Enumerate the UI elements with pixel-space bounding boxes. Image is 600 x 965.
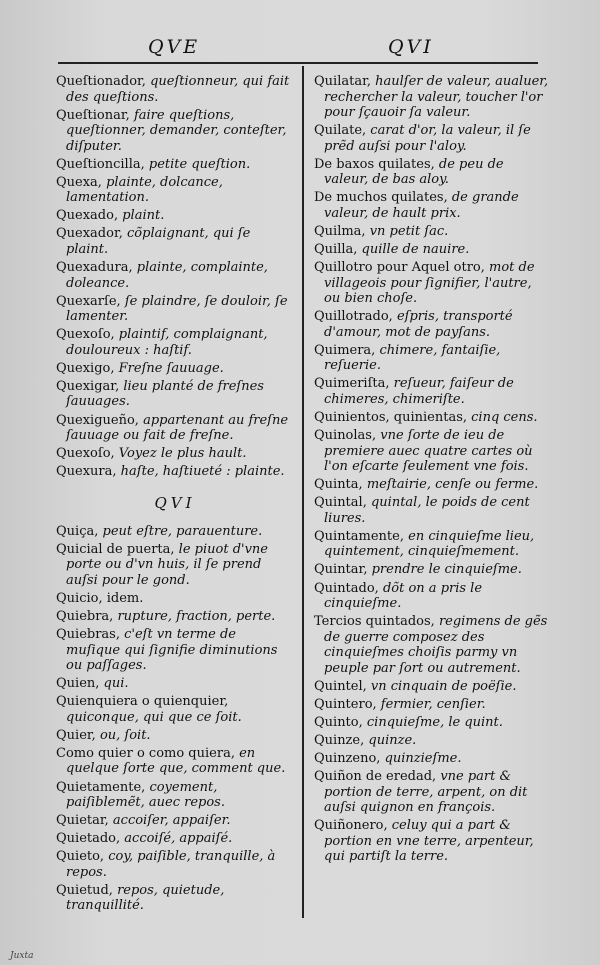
left-column [56, 74, 294, 917]
entry-headword: Quinta, [314, 477, 363, 493]
entry-definition: vn petit ſac. [369, 223, 449, 239]
entry-headword: Quietud, [56, 882, 113, 898]
entry-definition: faire queſtions, queſtionner, demander, conteſter, diſputer. [66, 107, 287, 154]
dictionary-entry [56, 746, 294, 777]
entry-headword: Quimera, [314, 342, 376, 358]
dictionary-entry [314, 428, 550, 475]
entry-definition: plainte, complainte, doleance. [66, 260, 268, 291]
dictionary-entry [314, 74, 550, 121]
entry-headword: Quintar, [314, 562, 368, 578]
running-header [58, 30, 538, 68]
dictionary-entry [56, 74, 294, 105]
dictionary-entry [56, 780, 294, 811]
entry-headword: Quinto, [314, 714, 363, 730]
dictionary-entry [314, 477, 550, 493]
entry-definition: haulſer de valeur, aualuer, rechercher la valeur, toucher l'or pour ſçauoir ſa valeur. [324, 74, 549, 120]
entry-definition: petite queſtion. [148, 156, 251, 172]
dictionary-entry [56, 157, 294, 173]
entry-definition: coyement, paiſiblemẽt, auec repos. [66, 779, 225, 811]
entry-definition: Freſne ſauuage. [118, 360, 224, 376]
column-rule [302, 66, 304, 918]
entry-headword: Quier, [56, 727, 96, 743]
entry-headword: Quexoſo, [56, 327, 115, 343]
dictionary-entry [314, 614, 550, 676]
entry-definition: appartenant au freſne ſauuage ou fait de freſne. [66, 412, 289, 444]
entry-headword: Quilma, [314, 223, 366, 239]
dictionary-entry [56, 260, 294, 291]
entry-headword: Como quier o como quiera, [56, 745, 235, 761]
entry-definition: quinzieſme. [384, 751, 462, 767]
entry-headword: Quexarſe, [56, 293, 121, 309]
header-left: QVE [148, 36, 201, 58]
dictionary-entry [56, 627, 294, 674]
dictionary-entry [56, 728, 294, 744]
entry-definition: quille de nauire. [361, 241, 470, 257]
entry-headword: Quexigueño, [56, 412, 139, 428]
entry-definition: cõplaignant, qui ſe plaint. [66, 226, 251, 257]
dictionary-entry [56, 542, 294, 589]
entry-definition: vne part & portion de terre, arpent, on dit auſsi quignon en françois. [324, 769, 528, 816]
dictionary-entry [314, 529, 550, 560]
entry-headword: Quicio, idem. [56, 590, 144, 606]
dictionary-entry [56, 609, 294, 625]
dictionary-entry [314, 733, 550, 749]
entry-definition: le piuot d'vne porte ou d'vn huis, il ſe prend auſsi pour le gond. [66, 541, 268, 588]
entry-headword: Quienquiera o quienquier, [56, 694, 229, 710]
entry-headword: Quinientos, quinientas, [314, 409, 467, 425]
entry-definition: en quelque ſorte que, comment que. [66, 745, 286, 777]
entry-definition: peut eſtre, parauenture. [102, 523, 263, 539]
dictionary-entry [56, 694, 294, 725]
entry-headword: Quexoſo, [56, 446, 115, 462]
entry-headword: Quietar, [56, 813, 109, 829]
dictionary-entry [314, 157, 550, 188]
entry-definition: de grande valeur, de hault prix. [324, 190, 519, 221]
dictionary-entry [56, 831, 294, 847]
entry-headword: Quinze, [314, 732, 365, 748]
entry-headword: Queſtionador, [56, 74, 146, 89]
dictionary-entry [56, 676, 294, 692]
right-column [314, 74, 550, 867]
entry-definition: vne ſorte de ieu de premiere auec quatre cartes où l'on eſcarte ſeulement vne fois. [324, 428, 533, 475]
dictionary-entry [314, 123, 550, 154]
section-heading: QVI [154, 493, 196, 512]
entry-definition: regimens de gẽs de guerre composez des cinquieſmes choiſis parmy vn peuple par ſort ou autrement. [324, 614, 548, 676]
entry-definition: vn cinquain de poëſie. [370, 678, 517, 694]
dictionary-entry [314, 410, 550, 426]
entry-headword: Quilatar, [314, 74, 371, 89]
entry-headword: Quilate, [314, 123, 367, 139]
entry-headword: Quintal, [314, 495, 367, 511]
entry-definition: haſte, haſtiueté : plainte. [120, 464, 285, 480]
header-rule [58, 62, 538, 64]
entry-definition: qui. [103, 676, 129, 692]
entry-definition: carat d'or, la valeur, il ſe prẽd auſsi pour l'aloy. [324, 123, 531, 154]
dictionary-entry [314, 562, 550, 578]
entry-definition: plaint. [122, 208, 165, 224]
entry-headword: Quintero, [314, 696, 377, 712]
entry-definition: ou, ſoit. [99, 727, 151, 743]
entry-definition: cinquieſme, le quint. [366, 714, 503, 730]
entry-definition: plaintif, complaignant, douloureux : haſtif. [66, 327, 268, 358]
entry-headword: Quinolas, [314, 428, 377, 444]
entry-headword: Quieto, [56, 849, 105, 865]
entry-definition: quiconque, qui que ce ſoit. [66, 709, 242, 725]
entry-headword: De muchos quilates, [314, 190, 448, 206]
entry-headword: Quiebra, [56, 609, 114, 624]
entry-definition: en cinquieſme lieu, quintement, cinquieſmement. [324, 528, 535, 560]
entry-definition: chimere, fantaiſie, reſuerie. [324, 342, 501, 374]
entry-definition: accoiſer, appaiſer. [112, 813, 231, 829]
entry-headword: De baxos quilates, [314, 156, 435, 172]
entry-headword: Quietado, [56, 831, 121, 847]
entry-headword: Queſtioncilla, [56, 156, 145, 172]
entry-definition: quintal, le poids de cent liures. [324, 495, 530, 526]
entry-definition: lieu planté de freſnes ſauuages. [66, 378, 264, 410]
entry-definition: cinq cens. [471, 409, 538, 425]
entry-definition: eſpris, transporté d'amour, mot de payſans. [324, 309, 513, 340]
dictionary-entry [314, 818, 550, 865]
entry-headword: Queſtionar, [56, 107, 130, 123]
dictionary-entry [56, 175, 294, 206]
dictionary-entry [56, 446, 294, 462]
entry-headword: Quien, [56, 676, 100, 692]
entry-headword: Quintamente, [314, 528, 404, 544]
entry-definition: repos, quietude, tranquillité. [66, 882, 225, 914]
entry-headword: Quiebras, [56, 627, 120, 643]
dictionary-entry [56, 813, 294, 829]
entry-definition: dõt on a pris le cinquieſme. [324, 580, 483, 611]
entry-headword: Quexadura, [56, 260, 133, 276]
entry-definition: prendre le cinquieſme. [371, 562, 522, 578]
entry-definition: coy, paiſible, tranquille, à repos. [66, 849, 276, 880]
entry-headword: Quintado, [314, 580, 379, 596]
footer-mark: Juxta [10, 951, 34, 961]
entry-headword: Quiñonero, [314, 818, 388, 834]
entry-definition: celuy qui a part & portion en vne terre, arpenteur, qui partiſt la terre. [324, 818, 534, 865]
entry-definition: quinze. [368, 732, 417, 748]
dictionary-entry [56, 226, 294, 257]
entry-definition: accoiſé, appaiſé. [124, 831, 233, 847]
entry-headword: Quinzeno, [314, 751, 381, 767]
entry-definition: de peu de valeur, de bas aloy. [324, 156, 504, 188]
entry-headword: Quexigo, [56, 360, 115, 376]
entry-headword: Quicial de puerta, [56, 541, 175, 557]
entry-headword: Quillotro pour Aquel otro, [314, 260, 485, 276]
entry-definition: plainte, dolcance, lamentation. [66, 174, 223, 206]
entry-definition: mot de villageois pour ſignifier, l'autre, ou bien choſe. [324, 260, 535, 307]
dictionary-entry [314, 769, 550, 816]
entry-headword: Quillotrado, [314, 309, 393, 325]
entry-headword: Quimeriſta, [314, 376, 390, 392]
dictionary-entry [56, 883, 294, 914]
dictionary-entry [56, 413, 294, 444]
header-right: QVI [388, 36, 434, 58]
dictionary-entry [314, 495, 550, 526]
entry-headword: Quiñon de eredad, [314, 769, 437, 785]
entry-headword: Quintel, [314, 678, 367, 694]
dictionary-entry [314, 242, 550, 258]
entry-definition: rupture, fraction, perte. [117, 609, 276, 624]
entry-headword: Quexa, [56, 174, 102, 190]
dictionary-entry [56, 294, 294, 325]
dictionary-entry [314, 679, 550, 695]
entry-definition: queſtionneur, qui fait des queſtions. [66, 74, 290, 105]
entry-definition: Voyez le plus hault. [118, 446, 247, 462]
dictionary-entry [314, 343, 550, 374]
entry-definition: fermier, cenſier. [380, 696, 486, 712]
entry-definition: reſueur, faiſeur de chimeres, chimeriſte. [324, 376, 514, 407]
dictionary-entry [56, 524, 294, 540]
dictionary-entry [56, 464, 294, 480]
entry-headword: Quilla, [314, 241, 358, 257]
dictionary-entry [56, 361, 294, 377]
entry-headword: Quexado, [56, 208, 119, 224]
dictionary-entry [56, 108, 294, 155]
dictionary-entry [56, 208, 294, 224]
dictionary-entry [314, 715, 550, 731]
dictionary-entry [56, 379, 294, 410]
dictionary-entry [314, 581, 550, 612]
entry-headword: Quietamente, [56, 779, 146, 795]
entry-definition: meſtairie, cenſe ou ferme. [366, 477, 539, 493]
dictionary-entry [314, 224, 550, 240]
dictionary-entry [314, 260, 550, 307]
dictionary-entry [314, 309, 550, 340]
dictionary-entry [314, 376, 550, 407]
dictionary-entry [314, 190, 550, 221]
entry-definition: ſe plaindre, ſe douloir, ſe lamenter. [66, 293, 288, 325]
dictionary-entry [314, 697, 550, 713]
entry-headword: Quexigar, [56, 378, 120, 394]
dictionary-entry [56, 591, 294, 607]
dictionary-entry [56, 849, 294, 880]
dictionary-entry [56, 327, 294, 358]
entry-headword: Quexador, [56, 226, 123, 242]
dictionary-entry [314, 751, 550, 767]
entry-headword: Tercios quintados, [314, 614, 435, 630]
entry-headword: Quiça, [56, 523, 99, 539]
entry-definition: c'eſt vn terme de muſique qui ſignifie diminutions ou paſſages. [66, 627, 278, 674]
entry-headword: Quexura, [56, 464, 117, 480]
